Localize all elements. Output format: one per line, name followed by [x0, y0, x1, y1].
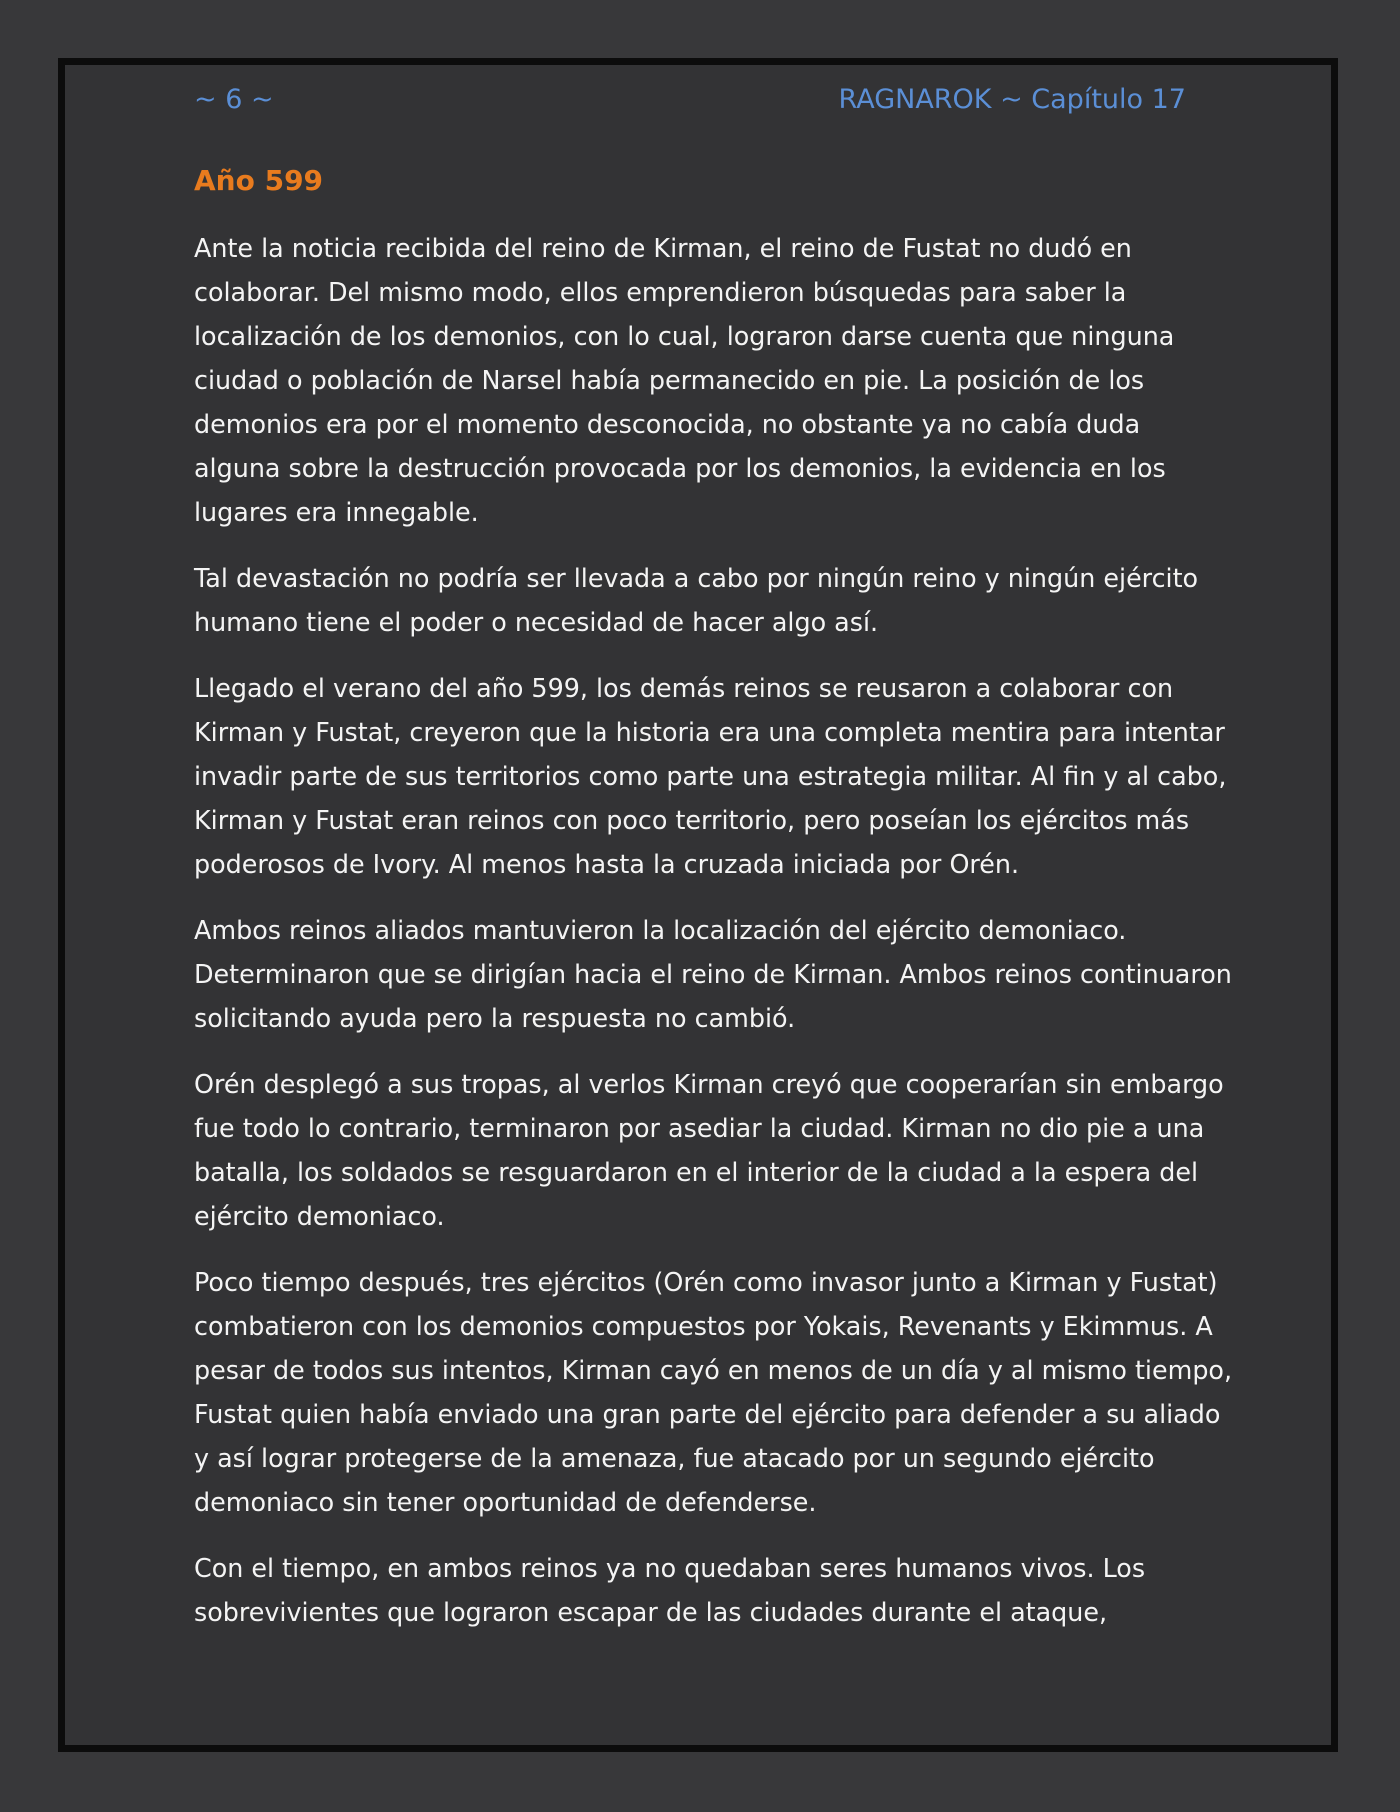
body-text [194, 226, 1234, 1656]
section-heading: Año 599 [194, 164, 324, 197]
page-number: ~ 6 ~ [194, 84, 274, 115]
paragraph: Poco tiempo después, tres ejércitos (Orén como invasor junto a Kirman y Fustat) combatieron con los demonios compuestos por Yokais, Revenants y Ekimmus. A pesar de todos sus intentos, Kirman cayó en menos de un día y al mismo tiempo, Fustat quien había enviado una gran parte del ejército para defender a su aliado y así lograr protegerse de la amenaza, fue atacado por un segundo ejército demoniaco sin tener oportunidad de defenderse. [194, 1267, 1233, 1517]
running-title: RAGNAROK ~ Capítulo 17 [838, 84, 1186, 115]
page-header [194, 84, 1186, 124]
paragraph: Ante la noticia recibida del reino de Kirman, el reino de Fustat no dudó en colaborar. Del mismo modo, ellos emprendieron búsquedas para saber la localización de los demonios, con lo cual, lograron darse cuenta que ninguna ciudad o población de Narsel había permanecido en pie. La posición de los demonios era por el momento desconocida, no obstante ya no cabía duda alguna sobre la destrucción provocada por los demonios, la evidencia en los lugares era innegable. [194, 233, 1175, 527]
paragraph: Con el tiempo, en ambos reinos ya no quedaban seres humanos vivos. Los sobrevivientes que lograron escapar de las ciudades durante el ataque, [194, 1553, 1146, 1627]
paragraph: Tal devastación no podría ser llevada a cabo por ningún reino y ningún ejército humano tiene el poder o necesidad de hacer algo así. [194, 563, 1199, 637]
paragraph: Llegado el verano del año 599, los demás reinos se reusaron a colaborar con Kirman y Fustat, creyeron que la historia era una completa mentira para intentar invadir parte de sus territorios como parte una estrategia militar. Al fin y al cabo, Kirman y Fustat eran reinos con poco territorio, pero poseían los ejércitos más poderosos de Ivory. Al menos hasta la cruzada iniciada por Orén. [194, 673, 1227, 879]
paragraph: Orén desplegó a sus tropas, al verlos Kirman creyó que cooperarían sin embargo fue todo lo contrario, terminaron por asediar la ciudad. Kirman no dio pie a una batalla, los soldados se resguardaron en el interior de la ciudad a la espera del ejército demoniaco. [194, 1069, 1224, 1231]
paragraph: Ambos reinos aliados mantuvieron la localización del ejército demoniaco. Determinaron que se dirigían hacia el reino de Kirman. Ambos reinos continuaron solicitando ayuda pero la respuesta no cambió. [194, 915, 1232, 1033]
